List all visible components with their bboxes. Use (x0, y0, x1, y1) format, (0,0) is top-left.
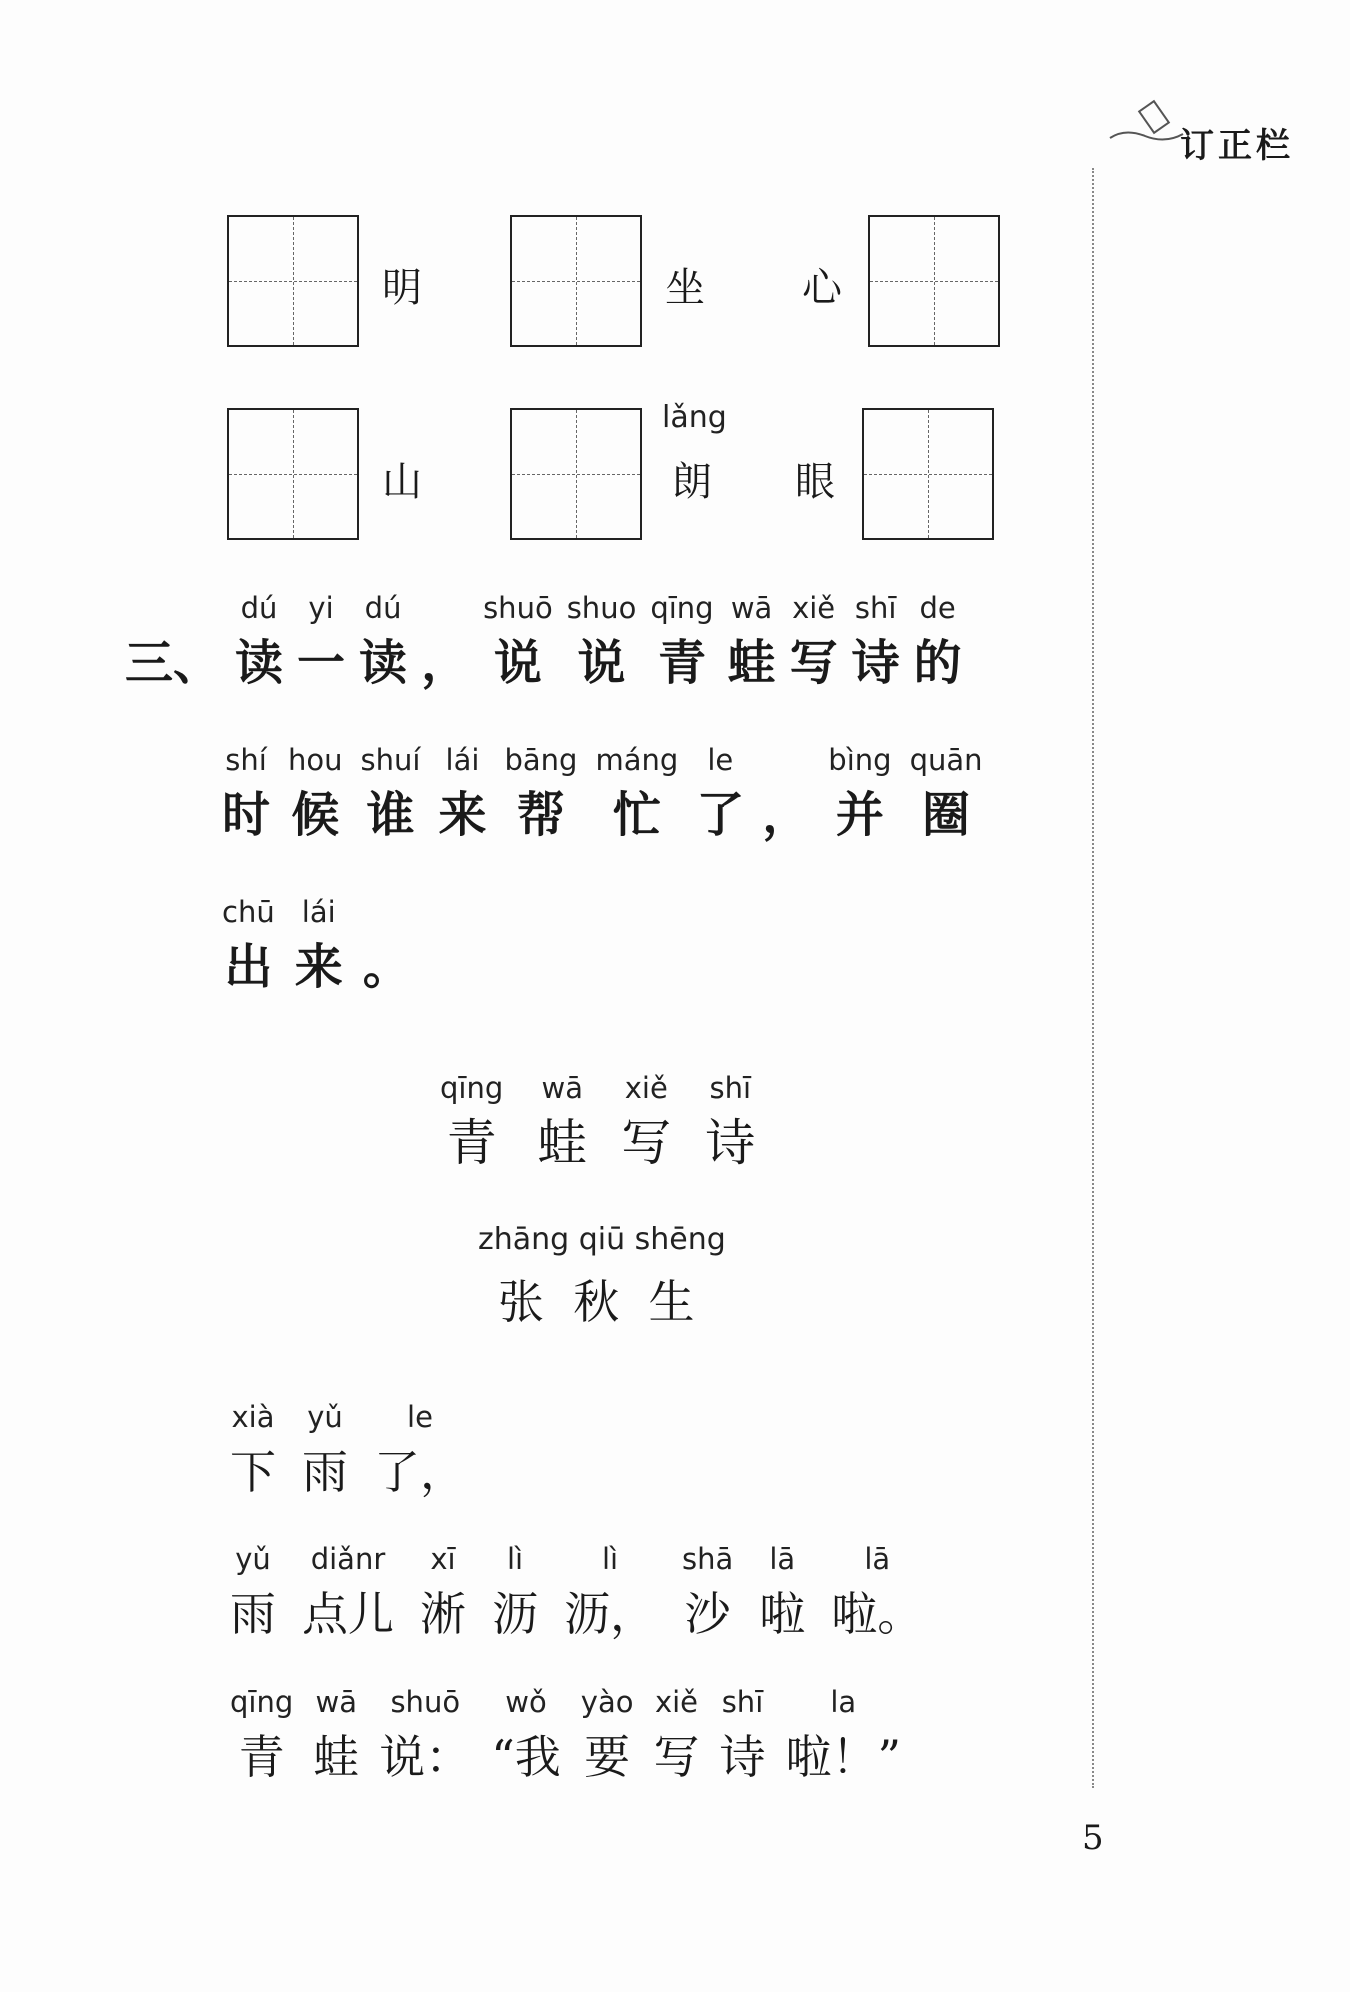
hanzi-text: 了， (374, 1445, 466, 1499)
pinyin-text: bìng (828, 743, 892, 777)
hanzi-text: 蛙 (313, 1730, 360, 1784)
pinyin-text: yǔ (235, 1542, 271, 1576)
hanzi-text: 雨 (302, 1445, 348, 1499)
hanzi-text: 青 (446, 1114, 497, 1172)
hanzi-text: 时 (222, 787, 271, 843)
writing-box[interactable] (862, 408, 994, 540)
hanzi-text: 说 (493, 635, 542, 691)
pinyin-text: diǎnr (310, 1542, 386, 1576)
hanzi-text: ， (762, 787, 811, 843)
pinyin-text: wǒ (505, 1685, 547, 1719)
pinyin-char-cell (379, 1680, 471, 1790)
pinyin-char-cell (728, 586, 776, 696)
pinyin-char-cell (910, 738, 983, 848)
pinyin-char-cell (537, 1066, 587, 1176)
pinyin-char-cell (504, 738, 577, 848)
pinyin-text: yào (580, 1685, 634, 1719)
pinyin-text: shuō (390, 1685, 461, 1719)
pinyin-char-cell (567, 586, 637, 696)
pinyin-char-cell (302, 1537, 394, 1647)
pinyin-char-cell (492, 1537, 538, 1647)
pinyin-char-cell (295, 890, 343, 1000)
poem-line-2 (230, 1537, 923, 1647)
pinyin-char-cell (420, 1537, 466, 1647)
pinyin-text: lì (601, 1542, 619, 1576)
pinyin-char-cell (421, 586, 469, 696)
pinyin-char-cell (491, 1680, 561, 1790)
pinyin-text: bāng (504, 743, 578, 777)
writing-box[interactable] (510, 215, 642, 347)
hanzi-text: 圈 (922, 787, 971, 843)
pinyin-char-cell (363, 890, 411, 1000)
pinyin-char-cell (650, 586, 713, 696)
pencil-decoration-icon (1105, 98, 1185, 148)
box-char: 眼 (795, 459, 835, 505)
hanzi-text: 诗 (705, 1114, 756, 1172)
pinyin-char-cell (759, 1537, 805, 1647)
pinyin-char-cell (682, 1537, 733, 1647)
pinyin-char-cell (302, 1395, 348, 1505)
hanzi-text: 并 (835, 787, 884, 843)
poem-line-3 (230, 1680, 901, 1790)
pinyin-text: qīng (230, 1685, 294, 1719)
pinyin-char-cell (762, 738, 810, 848)
pinyin-text: wā (730, 591, 773, 625)
hanzi-text: 说： (379, 1730, 472, 1784)
pinyin-char-cell (440, 1066, 503, 1176)
pinyin-char-cell (828, 738, 891, 848)
pinyin-char-cell (230, 1537, 276, 1647)
pinyin-text: shā (682, 1542, 734, 1576)
hanzi-text: 帮 (516, 787, 565, 843)
hanzi-text: 出 (224, 939, 273, 995)
pinyin-text: lā (864, 1542, 891, 1576)
hanzi-text: 青 (657, 635, 706, 691)
pinyin-text: dú (364, 591, 402, 625)
pinyin-text: shī (721, 1685, 764, 1719)
pinyin-text: shí (225, 743, 267, 777)
pinyin-text: yi (308, 591, 334, 625)
hanzi-text: 雨 (230, 1587, 276, 1641)
poem-line-1 (230, 1395, 466, 1505)
pinyin-char-cell (288, 738, 343, 848)
pinyin-char-cell (621, 1066, 671, 1176)
hanzi-text: 啦。 (831, 1587, 924, 1641)
hanzi-text: 谁 (366, 787, 415, 843)
hanzi-text: 青 (238, 1730, 285, 1784)
hanzi-text: 。 (362, 939, 411, 995)
pinyin-text: yǔ (307, 1400, 343, 1434)
writing-box[interactable] (227, 215, 359, 347)
hanzi-text: 来 (294, 939, 343, 995)
pinyin-text: shuo (566, 591, 637, 625)
pinyin-text: lā (769, 1542, 796, 1576)
pinyin-text: le (707, 743, 734, 777)
hanzi-text: 来 (438, 787, 487, 843)
hanzi-text: 蛙 (727, 635, 776, 691)
box-char: 山 (382, 459, 422, 505)
pinyin-text: qīng (650, 591, 714, 625)
pinyin-text: dú (240, 591, 278, 625)
hanzi-text: 诗 (851, 635, 900, 691)
hanzi-text: 淅 (420, 1587, 466, 1641)
pinyin-char-cell (230, 1680, 293, 1790)
pinyin-text: hou (288, 743, 343, 777)
instruction-line-3 (222, 890, 411, 1000)
hanzi-text: 下 (230, 1445, 276, 1499)
pinyin-text: shī (854, 591, 897, 625)
pinyin-text: xiě (792, 591, 836, 625)
pinyin-char-cell (297, 586, 345, 696)
writing-box[interactable] (227, 408, 359, 540)
hanzi-text: 三、 (125, 635, 222, 691)
poem-title (440, 1066, 755, 1176)
pinyin-char-cell (696, 738, 744, 848)
pinyin-text: xī (430, 1542, 456, 1576)
pinyin-text: lì (506, 1542, 524, 1576)
pinyin-text: lái (301, 895, 336, 929)
pinyin-char-cell (852, 586, 900, 696)
correction-column-title: 订正栏 (1180, 126, 1294, 166)
pinyin-char-cell (359, 586, 407, 696)
pinyin-text: wā (315, 1685, 358, 1719)
pinyin-text: xiě (624, 1071, 668, 1105)
box-char: 朗 (672, 459, 712, 505)
pinyin-char-cell (831, 1537, 923, 1647)
pinyin-text: qīng (440, 1071, 504, 1105)
hanzi-text: 诗 (719, 1730, 766, 1784)
pinyin-char-cell (222, 890, 275, 1000)
hanzi-text: 沥 (492, 1587, 538, 1641)
hanzi-text: 读 (235, 635, 284, 691)
hanzi-text: 了 (696, 787, 745, 843)
hanzi-text: 说 (577, 635, 626, 691)
hanzi-text: 啦 (759, 1587, 806, 1641)
pinyin-char-cell (235, 586, 283, 696)
pinyin-text: le (407, 1400, 433, 1434)
hanzi-text: “我 (491, 1730, 561, 1784)
pinyin-text: shī (709, 1071, 752, 1105)
hanzi-text: 写 (621, 1114, 672, 1172)
pinyin-char-cell (564, 1537, 656, 1647)
box-char: 心 (802, 265, 842, 311)
writing-box[interactable] (510, 408, 642, 540)
page-number: 5 (1082, 1818, 1104, 1858)
hanzi-text: 忙 (612, 787, 661, 843)
pinyin-text: la (830, 1685, 857, 1719)
writing-box[interactable] (868, 215, 1000, 347)
instruction-line-2 (222, 738, 983, 848)
box-char-pinyin: lǎng (662, 400, 727, 435)
pinyin-char-cell (313, 1680, 359, 1790)
hanzi-text: 写 (789, 635, 838, 691)
pinyin-char-cell (785, 1680, 901, 1790)
hanzi-text: 啦！” (785, 1730, 902, 1784)
pinyin-char-cell (790, 586, 838, 696)
box-char: 坐 (665, 265, 705, 311)
poem-author: 张 秋 生 (498, 1275, 695, 1329)
hanzi-text: 沥， (564, 1587, 656, 1641)
pinyin-text: shuō (483, 591, 553, 625)
pinyin-text: de (919, 591, 956, 625)
instruction-line-1 (125, 586, 962, 696)
pinyin-char-cell (595, 738, 678, 848)
hanzi-text: 点儿 (302, 1587, 394, 1641)
pinyin-text: quān (909, 743, 983, 777)
pinyin-char-cell (653, 1680, 699, 1790)
pinyin-text: máng (595, 743, 679, 777)
pinyin-text: xià (231, 1400, 275, 1434)
pinyin-text: chū (222, 895, 275, 929)
hanzi-text: 一 (297, 635, 346, 691)
pinyin-char-cell (361, 738, 421, 848)
hanzi-text: 读 (359, 635, 408, 691)
pinyin-char-cell (125, 586, 221, 696)
pinyin-char-cell (705, 1066, 755, 1176)
pinyin-char-cell (719, 1680, 765, 1790)
box-char: 明 (382, 265, 422, 311)
pinyin-char-cell (230, 1395, 276, 1505)
pinyin-text: lái (445, 743, 480, 777)
hanzi-text: 的 (913, 635, 962, 691)
pinyin-char-cell (374, 1395, 466, 1505)
pinyin-text: xiě (654, 1685, 699, 1719)
poem-author-pinyin: zhāng qiū shēng (478, 1222, 726, 1257)
hanzi-text: 写 (653, 1730, 700, 1784)
pinyin-char-cell (483, 586, 553, 696)
pinyin-text: wā (541, 1071, 584, 1105)
correction-column-divider (1092, 168, 1094, 1788)
hanzi-text: 候 (291, 787, 340, 843)
pinyin-char-cell (914, 586, 962, 696)
hanzi-text: 要 (584, 1730, 631, 1784)
pinyin-char-cell (222, 738, 270, 848)
hanzi-text: 沙 (684, 1587, 731, 1641)
pinyin-char-cell (438, 738, 486, 848)
hanzi-text: 蛙 (537, 1114, 588, 1172)
hanzi-text: ， (421, 635, 470, 691)
pinyin-text: shuí (360, 743, 421, 777)
pinyin-char-cell (581, 1680, 634, 1790)
